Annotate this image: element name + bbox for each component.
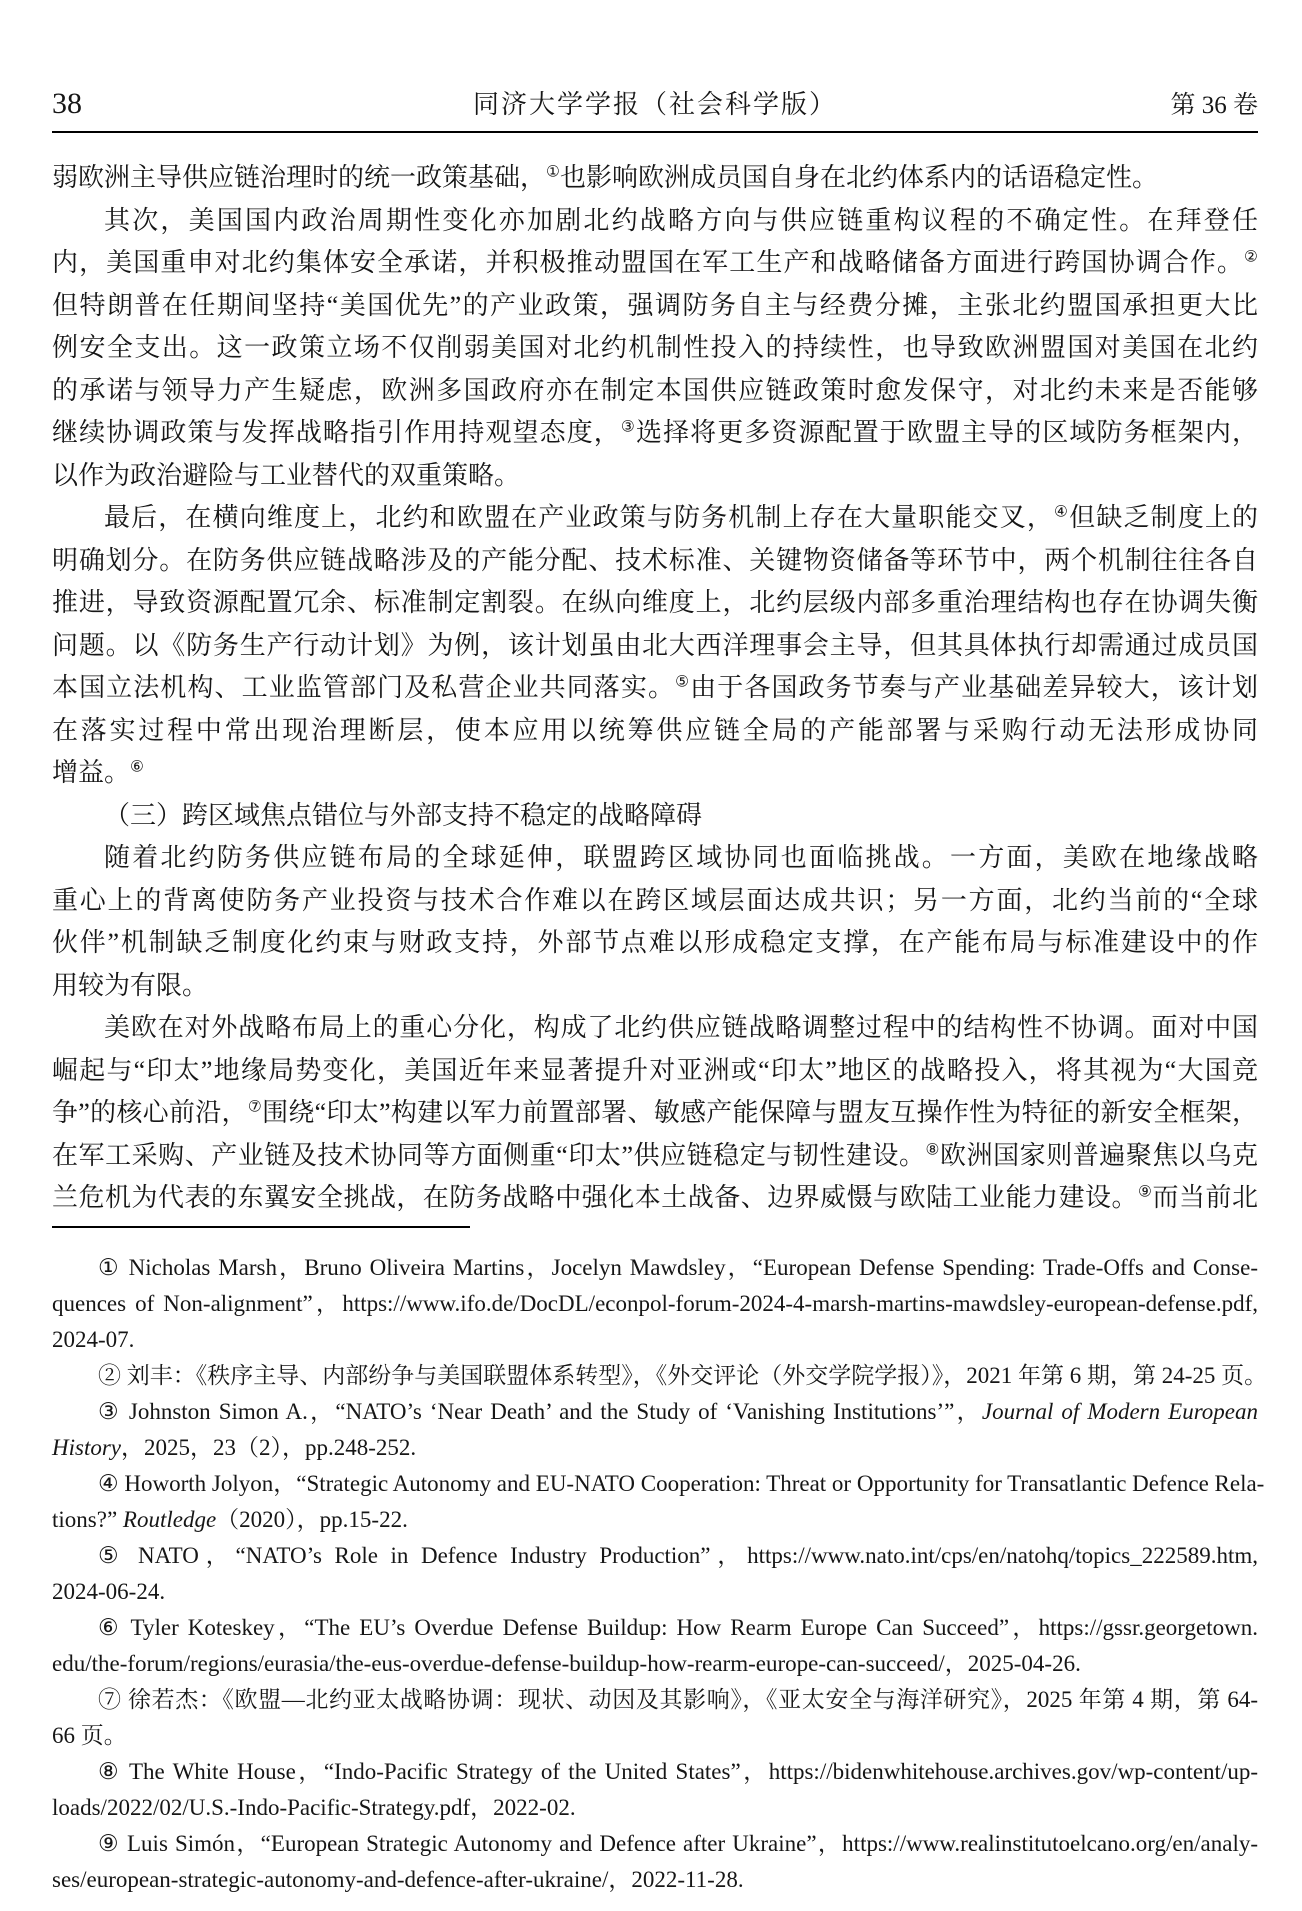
footnote-line: quences of Non-alignment”，https://www.ifo.de/DocDL/econpol-forum-2024-4-marsh-martins-mawdsley-european-defense.pdf, (52, 1290, 1258, 1316)
body-line: 继续协调政策与发挥战略指引作用持观望态度，③选择将更多资源配置于欧盟主导的区域防务框架内， (52, 418, 1258, 447)
body-line: 在落实过程中常出现治理断层，使本应用以统筹供应链全局的产能部署与采购行动无法形成协同 (52, 715, 1258, 745)
footnote-ref-marker: ⑦ (247, 1098, 263, 1116)
footnote-line: ③ Johnston Simon A.，“NATO’s ‘Near Death’ and the Study of ‘Vanishing Institutions’”，Journal of Modern European (98, 1398, 1259, 1424)
footnote-line: 2024-06-24. (52, 1578, 166, 1604)
footnote-line: ses/european-strategic-autonomy-and-defence-after-ukraine/，2022-11-28. (52, 1866, 744, 1892)
body-line: 其次，美国国内政治周期性变化亦加剧北约战略方向与供应链重构议程的不确定性。在拜登任 (104, 205, 1258, 235)
header-rule (52, 131, 1258, 133)
body-line: 例安全支出。这一政策立场不仅削弱美国对北约机制性投入的持续性，也导致欧洲盟国对美国在北约 (52, 333, 1258, 362)
page-header (52, 0, 1258, 121)
footnote-line: edu/the-forum/regions/eurasia/the-eus-overdue-defense-buildup-how-rearm-europe-can-succeed/，2025-04-26. (52, 1650, 1081, 1676)
footnote-line: ④ Howorth Jolyon，“Strategic Autonomy and EU-NATO Cooperation: Threat or Opportunity for Transatlantic Defence Rela- (98, 1470, 1265, 1496)
footnote-line: ⑤ NATO，“NATO’s Role in Defence Industry Production”，https://www.nato.int/cps/en/natohq/topics_222589.htm, (98, 1542, 1258, 1568)
body-line: 明确划分。在防务供应链战略涉及的产能分配、技术标准、关键物资储备等环节中，两个机制往往各自 (52, 545, 1258, 575)
footnote-line: loads/2022/02/U.S.-Indo-Pacific-Strategy.pdf，2022-02. (52, 1794, 576, 1820)
body-line: 争”的核心前沿，⑦围绕“印太”构建以军力前置部署、敏感产能保障与盟友互操作性为特征的新安全框架， (52, 1098, 1258, 1127)
body-line: 本国立法机构、工业监管部门及私营企业共同落实。⑤由于各国政务节奏与产业基础差异较大，该计划 (52, 673, 1258, 702)
footnote-line: 2024-07. (52, 1326, 135, 1352)
footnote-ref-marker: ⑤ (675, 673, 691, 691)
body-line: 用较为有限。 (52, 970, 209, 1000)
footnote-ref-marker: ⑧ (925, 1140, 941, 1158)
footnote-ref-marker: ⑥ (130, 758, 144, 776)
journal-title: 同济大学学报（社会科学版） (472, 90, 837, 119)
page-number: 38 (52, 87, 82, 120)
body-line: 崛起与“印太”地缘局势变化，美国近年来显著提升对亚洲或“印太”地区的战略投入，将其视为“大国竞 (52, 1055, 1258, 1085)
body-line: 在军工采购、产业链及技术协同等方面侧重“印太”供应链稳定与韧性建设。⑧欧洲国家则普遍聚焦以乌克 (52, 1140, 1258, 1170)
body-line: 问题。以《防务生产行动计划》为例，该计划虽由北大西洋理事会主导，但其具体执行却需通过成员国 (52, 630, 1258, 660)
footnotes (52, 1250, 1268, 1898)
body-line: 推进，导致资源配置冗余、标准制定割裂。在纵向维度上，北约层级内部多重治理结构也存在协调失衡 (52, 588, 1258, 617)
body-line: 最后，在横向维度上，北约和欧盟在产业政策与防务机制上存在大量职能交叉，④但缺乏制度上的 (104, 503, 1258, 532)
body-line: 重心上的背离使防务产业投资与技术合作难以在跨区域层面达成共识；另一方面，北约当前的“全球 (52, 885, 1258, 915)
footnote-ref-marker: ⑨ (1138, 1183, 1153, 1201)
footnote-separator (52, 1226, 470, 1228)
body-line: 美欧在对外战略布局上的重心分化，构成了北约供应链战略调整过程中的结构性不协调。面对中国 (104, 1013, 1258, 1042)
footnote-line: tions?” Routledge（2020），pp.15-22. (52, 1506, 408, 1532)
body-line: 的承诺与领导力产生疑虑，欧洲多国政府亦在制定本国供应链政策时愈发保守，对北约未来是否能够 (52, 375, 1258, 405)
article-body (52, 157, 1258, 1220)
footnote-line: ① Nicholas Marsh，Bruno Oliveira Martins，Jocelyn Mawdsley，“European Defense Spending: Trade-Offs and Conse- (98, 1254, 1258, 1280)
footnote-line: ⑨ Luis Simón，“European Strategic Autonomy and Defence after Ukraine”，https://www.realinstitutoelcano.org/en/analy- (98, 1830, 1258, 1856)
body-line: 兰危机为代表的东翼安全挑战，在防务战略中强化本土战备、边界威慑与欧陆工业能力建设。⑨而当前北 (52, 1183, 1258, 1212)
volume-label: 第 36 卷 (1170, 92, 1258, 119)
body-line: 内，美国重申对北约集体安全承诺，并积极推动盟国在军工生产和战略储备方面进行跨国协调合作。② (52, 248, 1258, 277)
footnote-line: ⑧ The White House，“Indo-Pacific Strategy of the United States”，https://bidenwhitehouse.archives.gov/wp-content/up- (98, 1758, 1258, 1784)
footnote-ref-marker: ① (546, 163, 560, 181)
footnote-line: History，2025，23（2），pp.248-252. (52, 1434, 417, 1460)
body-line: 弱欧洲主导供应链治理时的统一政策基础，①也影响欧洲成员国自身在北约体系内的话语稳定性。 (52, 163, 1159, 192)
footnote-line: ⑥ Tyler Koteskey，“The EU’s Overdue Defense Buildup: How Rearm Europe Can Succeed”，https://gssr.georgetown. (98, 1614, 1258, 1640)
footnote-ref-marker: ④ (1054, 503, 1070, 521)
footnote-line: ② 刘丰：《秩序主导、内部纷争与美国联盟体系转型》，《外交评论（外交学院学报）》，2021 年第 6 期，第 24-25 页。 (98, 1362, 1268, 1388)
section-heading: （三）跨区域焦点错位与外部支持不稳定的战略障碍 (104, 800, 703, 830)
body-line: 但特朗普在任期间坚持“美国优先”的产业政策，强调防务自主与经费分摊，主张北约盟国承担更大比 (52, 290, 1258, 320)
body-line: 伙伴”机制缺乏制度化约束与财政支持，外部节点难以形成稳定支撑，在产能布局与标准建设中的作 (52, 928, 1258, 957)
body-line: 增益。⑥ (52, 758, 144, 787)
footnote-ref-marker: ③ (620, 418, 636, 436)
body-line: 随着北约防务供应链布局的全球延伸，联盟跨区域协同也面临挑战。一方面，美欧在地缘战略 (104, 843, 1258, 872)
footnote-line: 66 页。 (52, 1722, 127, 1748)
footnote-line: ⑦ 徐若杰：《欧盟—北约亚太战略协调：现状、动因及其影响》，《亚太安全与海洋研究》，2025 年第 4 期，第 64- (98, 1686, 1258, 1712)
body-line: 以作为政治避险与工业替代的双重策略。 (52, 460, 521, 490)
footnote-ref-marker: ② (1244, 248, 1258, 266)
